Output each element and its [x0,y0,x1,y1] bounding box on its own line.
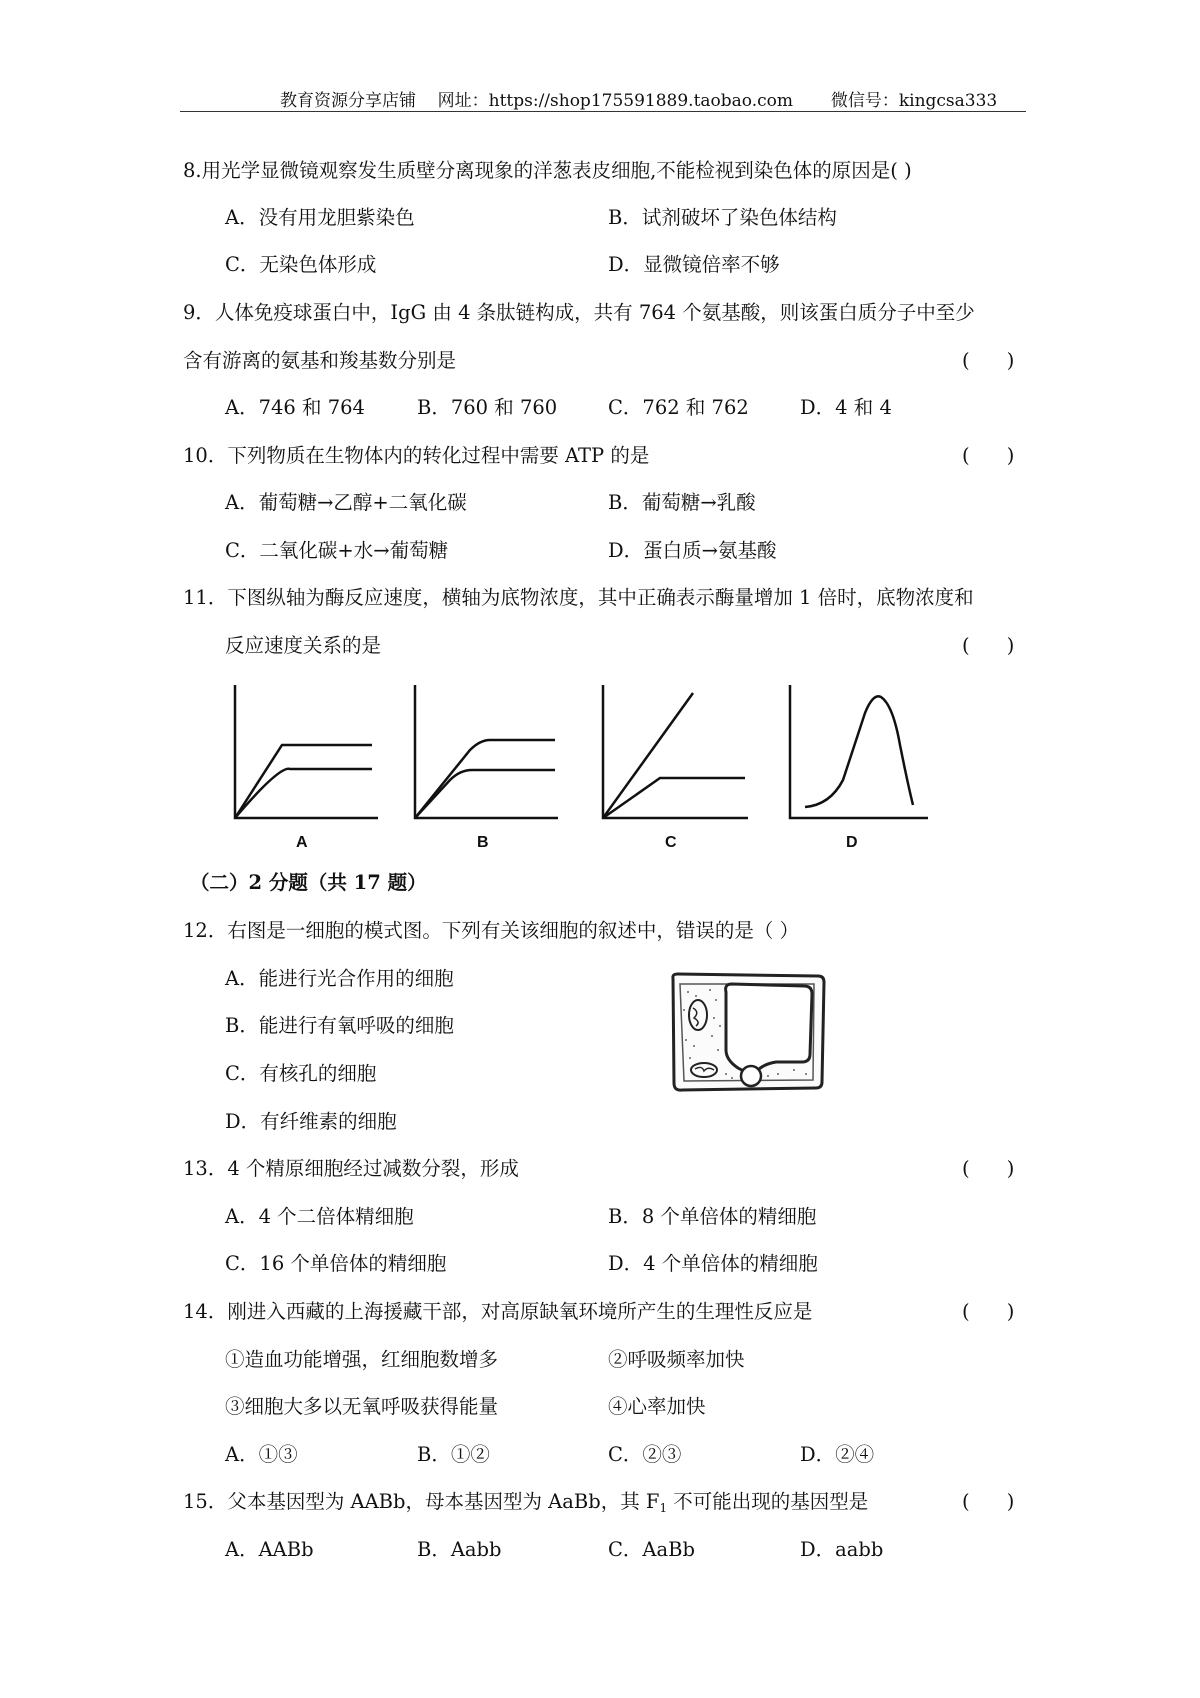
q10-option-a: A．葡萄糖→乙醇+二氧化碳 [225,491,467,514]
q12-stem: 12．右图是一细胞的模式图。下列有关该细胞的叙述中，错误的是（ ） [183,919,800,942]
shop-name: 教育资源分享店铺 [280,91,416,111]
q15-option-c: C．AaBb [608,1538,695,1561]
q14-answer-paren: ( ) [962,1300,1015,1323]
q12-option-d: D．有纤维素的细胞 [225,1110,397,1133]
graph-c-label: C [665,834,677,851]
q11-stem: 11．下图纵轴为酶反应速度，横轴为底物浓度，其中正确表示酶量增加 1 倍时，底物浓度和 [183,586,974,609]
q9-option-b: B．760 和 760 [417,396,558,419]
q8-option-a: A．没有用龙胆紫染色 [225,206,415,229]
q8-option-b: B．试剂破坏了染色体结构 [608,206,837,229]
q12-option-b: B．能进行有氧呼吸的细胞 [225,1014,454,1037]
q11-answer-paren: ( ) [962,634,1015,657]
q14-option-c: C．②③ [608,1443,682,1466]
section-heading: （二）2 分题（共 17 题） [190,871,427,894]
q9-stem-cont: 含有游离的氨基和羧基数分别是 [183,349,457,372]
q12-option-a: A．能进行光合作用的细胞 [225,967,454,990]
q13-option-c: C．16 个单倍体的精细胞 [225,1252,447,1275]
q10-answer-paren: ( ) [962,444,1015,467]
q13-answer-paren: ( ) [962,1157,1015,1180]
q10-option-d: D．蛋白质→氨基酸 [608,539,777,562]
page-header [280,86,997,111]
q15-option-b: B．Aabb [417,1538,502,1561]
header-rule [180,111,1026,112]
wechat-label: 微信号： [830,91,899,111]
q14-option-d: D．②④ [800,1443,875,1466]
url-label: 网址： [437,91,489,111]
graph-b-label: B [477,834,489,851]
q15-stem-text: 15．父本基因型为 AABb，母本基因型为 AaBb，其 F [183,1490,660,1513]
q10-stem: 10．下列物质在生物体内的转化过程中需要 ATP 的是 [183,444,650,467]
q15-stem-text-end: 不可能出现的基因型是 [667,1490,869,1513]
q15-option-a: A．AABb [225,1538,314,1561]
q8-stem: 8.用光学显微镜观察发生质壁分离现象的洋葱表皮细胞,不能检视到染色体的原因是( ) [183,159,912,182]
q9-stem: 9．人体免疫球蛋白中，IgG 由 4 条肽链构成，共有 764 个氨基酸，则该蛋白质分子中至少 [183,301,975,324]
q14-statement-1: ①造血功能增强，红细胞数增多 [225,1348,499,1371]
q15-stem [183,1492,868,1514]
q14-option-a: A．①③ [225,1443,298,1466]
q14-statement-4: ④心率加快 [608,1395,706,1418]
shop-url: https://shop175591889.taobao.com [488,91,793,111]
q9-option-a: A．746 和 764 [225,396,365,419]
q12-option-c: C．有核孔的细胞 [225,1062,377,1085]
q14-statement-2: ②呼吸频率加快 [608,1348,745,1371]
plant-cell-illustration [668,970,828,1100]
q9-option-d: D．4 和 4 [800,396,892,419]
q13-option-a: A．4 个二倍体精细胞 [225,1205,414,1228]
graph-a-label: A [296,834,308,851]
q13-option-b: B．8 个单倍体的精细胞 [608,1205,817,1228]
q10-option-c: C．二氧化碳+水→葡萄糖 [225,539,449,562]
q8-option-d: D．显微镜倍率不够 [608,253,780,276]
wechat-id: kingcsa333 [898,91,998,111]
graph-a [230,685,380,825]
q13-stem: 13．4 个精原细胞经过减数分裂，形成 [183,1157,519,1180]
q9-option-c: C．762 和 762 [608,396,749,419]
q15-subscript: 1 [659,1501,668,1515]
q14-statement-3: ③细胞大多以无氧呼吸获得能量 [225,1395,499,1418]
q11-stem-cont: 反应速度关系的是 [225,634,382,657]
q15-option-d: D．aabb [800,1538,884,1561]
q9-answer-paren: ( ) [962,349,1015,372]
graph-d [785,685,935,825]
q14-stem: 14．刚进入西藏的上海援藏干部，对高原缺氧环境所产生的生理性反应是 [183,1300,813,1323]
graph-c [598,685,748,825]
q15-answer-paren: ( ) [962,1490,1015,1513]
q14-option-b: B．①② [417,1443,490,1466]
graph-d-label: D [846,834,858,851]
q8-option-c: C．无染色体形成 [225,253,377,276]
q13-option-d: D．4 个单倍体的精细胞 [608,1252,818,1275]
graph-b [410,685,560,825]
q10-option-b: B．葡萄糖→乳酸 [608,491,756,514]
